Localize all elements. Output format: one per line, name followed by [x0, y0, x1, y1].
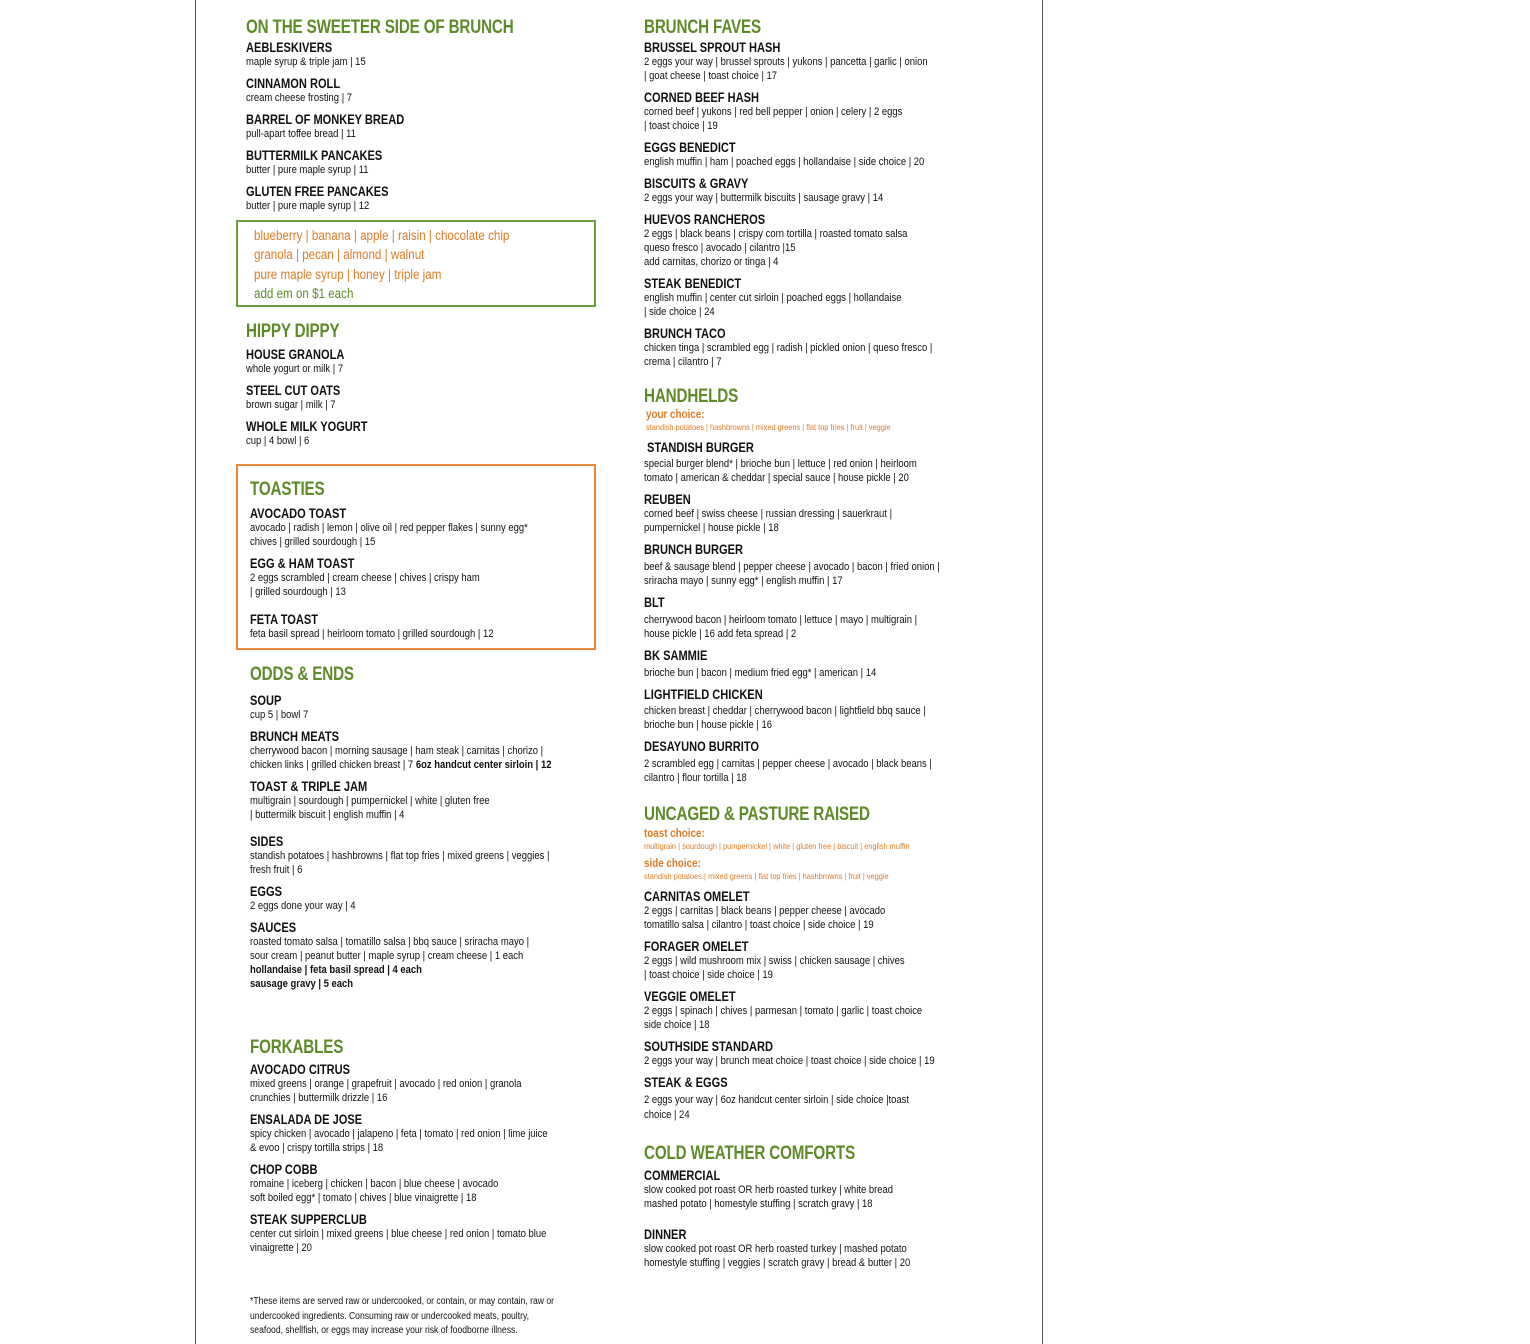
section-title: COLD WEATHER COMFORTS — [644, 1142, 856, 1164]
toast-choice-label: toast choice: — [644, 826, 705, 840]
item-desc: corned beef | yukons | red bell pepper | onion | celery | 2 eggs | toast choice | 19 — [644, 106, 903, 132]
item-name: VEGGIE OMELET — [644, 989, 736, 1004]
item-name: COMMERCIAL — [644, 1168, 721, 1183]
menu-item — [644, 1227, 984, 1270]
item-desc: corned beef | swiss cheese | russian dressing | sauerkraut | pumpernickel | house pickle | 18 — [644, 508, 893, 534]
menu-item — [644, 1075, 984, 1123]
menu-item — [644, 989, 984, 1032]
choice-options: standish potatoes | hashbrowns | mixed greens | flat top fries | fruit | veggie — [646, 422, 891, 432]
menu-item — [250, 779, 598, 822]
item-name: DESAYUNO BURRITO — [644, 739, 760, 754]
menu-item — [644, 176, 984, 205]
menu-item — [644, 1168, 984, 1211]
footnote-text: *These items are served raw or undercooked, or contain, or may contain, raw or undercooked ingredients. Consuming raw or undercooked meats, poultry, seafood, shellfish, or eggs may increase your risk of foodborne illness. — [250, 1296, 555, 1336]
item-desc: special burger blend* | brioche bun | lettuce | red onion | heirloom tomato | american & cheddar | special sauce | house pickle | 20 — [644, 458, 917, 484]
item-name: STEAK BENEDICT — [644, 276, 742, 291]
menu-item — [246, 347, 598, 376]
item-name: HUEVOS RANCHEROS — [644, 212, 766, 227]
menu-item — [644, 1039, 984, 1068]
item-name: EGGS BENEDICT — [644, 140, 736, 155]
item-name: CHOP COBB — [250, 1162, 318, 1177]
section-title: HANDHELDS — [644, 385, 739, 407]
menu-item — [644, 542, 984, 588]
item-desc: butter | pure maple syrup | 12 — [246, 200, 370, 212]
item-name: TOAST & TRIPLE JAM — [250, 779, 368, 794]
menu-item — [246, 383, 598, 412]
item-name: FORAGER OMELET — [644, 939, 749, 954]
item-name: LIGHTFIELD CHICKEN — [644, 687, 763, 702]
section-title: ODDS & ENDS — [250, 663, 354, 685]
item-name: EGGS — [250, 884, 282, 899]
menu-item — [250, 1062, 598, 1105]
sauce-extras: hollandaise | feta basil spread | 4 each sausage gravy | 5 each — [250, 964, 422, 990]
item-name: BRUSSEL SPROUT HASH — [644, 40, 781, 55]
item-name: BLT — [644, 595, 665, 610]
menu-item — [246, 184, 598, 213]
section-toasties — [250, 478, 598, 648]
section-handhelds — [644, 385, 984, 792]
item-name: BK SAMMIE — [644, 648, 708, 663]
item-desc: avocado | radish | lemon | olive oil | red pepper flakes | sunny egg* chives | grilled sourdough | 15 — [250, 522, 528, 548]
item-desc: brown sugar | milk | 7 — [246, 399, 336, 411]
item-desc: 2 eggs your way | 6oz handcut center sirloin | side choice |toast choice | 24 — [644, 1094, 910, 1121]
item-desc: 2 eggs your way | brussel sprouts | yukons | pancetta | garlic | onion | goat cheese | toast choice | 17 — [644, 56, 928, 82]
item-name: CARNITAS OMELET — [644, 889, 750, 904]
menu-item — [644, 889, 984, 932]
section-title: BRUNCH FAVES — [644, 16, 762, 38]
menu-item — [246, 40, 598, 69]
item-name: HOUSE GRANOLA — [246, 347, 345, 362]
section-brunch-faves — [644, 16, 984, 376]
item-desc: roasted tomato salsa | tomatillo salsa | bbq sauce | sriracha mayo | sour cream | peanut butter | maple syrup | cream cheese | 1 each — [250, 936, 530, 962]
fruit-addons-box — [236, 220, 596, 307]
item-name: STANDISH BURGER — [647, 440, 754, 455]
section-forkables — [250, 1036, 598, 1262]
toast-choice-options: multigrain | sourdough | pumpernickel | white | gluten free | biscuit | english muffin — [644, 841, 910, 851]
choice-label: your choice: — [646, 407, 705, 421]
item-name: GLUTEN FREE PANCAKES — [246, 184, 389, 199]
menu-item — [644, 140, 984, 169]
menu-item — [250, 1112, 598, 1155]
menu-item — [644, 939, 984, 982]
item-name: STEAK SUPPERCLUB — [250, 1212, 367, 1227]
item-name: BISCUITS & GRAVY — [644, 176, 749, 191]
item-desc: standish potatoes | hashbrowns | flat top fries | mixed greens | veggies | fresh fruit | 6 — [250, 850, 550, 876]
item-name: SAUCES — [250, 920, 297, 935]
addon-line: pure maple syrup | honey | triple jam — [254, 266, 442, 282]
item-desc: cream cheese frosting | 7 — [246, 92, 353, 104]
item-desc: chicken tinga | scrambled egg | radish | pickled onion | queso fresco | crema | cilantro | 7 — [644, 342, 933, 368]
item-desc: cup 5 | bowl 7 — [250, 709, 309, 721]
menu-item — [644, 648, 984, 680]
item-desc-text: cherrywood bacon | morning sausage | ham steak | carnitas | chorizo | chicken links | grilled chicken breast | 7 — [250, 745, 544, 771]
menu-item — [246, 112, 598, 141]
section-cold-weather — [644, 1142, 984, 1277]
item-desc: 2 eggs | carnitas | black beans | pepper cheese | avocado tomatillo salsa | cilantro | toast choice | side choice | 19 — [644, 905, 886, 931]
item-desc: english muffin | center cut sirloin | poached eggs | hollandaise | side choice | 24 — [644, 292, 902, 318]
menu-item — [250, 506, 598, 549]
menu-item — [644, 687, 984, 732]
item-desc: 2 eggs your way | brunch meat choice | toast choice | side choice | 19 — [644, 1055, 935, 1067]
item-desc: multigrain | sourdough | pumpernickel | white | gluten free | buttermilk biscuit | english muffin | 4 — [250, 795, 490, 821]
item-desc: english muffin | ham | poached eggs | hollandaise | side choice | 20 — [644, 156, 925, 168]
item-name: STEEL CUT OATS — [246, 383, 341, 398]
menu-item — [250, 920, 598, 991]
section-hippy-dippy — [246, 320, 598, 455]
menu-item — [250, 612, 598, 641]
menu-item — [644, 212, 984, 269]
item-desc: cup | 4 bowl | 6 — [246, 435, 310, 447]
menu-item — [246, 76, 598, 105]
side-choice-options: standish potatoes | mixed greens | flat top fries | hashbrowns | fruit | veggie — [644, 871, 889, 881]
menu-item — [644, 40, 984, 83]
sirloin-addon: 6oz handcut center sirloin | 12 — [415, 759, 552, 771]
item-name: CINNAMON ROLL — [246, 76, 341, 91]
section-title: TOASTIES — [250, 478, 325, 500]
item-desc: slow cooked pot roast OR herb roasted turkey | white bread mashed potato | homestyle stuffing | scratch gravy | 18 — [644, 1184, 894, 1210]
menu-item — [250, 693, 598, 722]
item-desc: beef & sausage blend | pepper cheese | avocado | bacon | fried onion | sriracha mayo | sunny egg* | english muffin | 17 — [644, 561, 940, 587]
menu-item — [644, 440, 984, 485]
addon-line: granola | pecan | almond | walnut — [254, 247, 425, 263]
item-desc: 2 eggs scrambled | cream cheese | chives | crispy ham | grilled sourdough | 13 — [250, 572, 480, 598]
item-desc: romaine | iceberg | chicken | bacon | blue cheese | avocado soft boiled egg* | tomato | chives | blue vinaigrette | 18 — [250, 1178, 499, 1204]
item-name: AEBLESKIVERS — [246, 40, 333, 55]
item-name: BRUNCH MEATS — [250, 729, 339, 744]
item-desc: 2 eggs done your way | 4 — [250, 900, 356, 912]
item-name: BARREL OF MONKEY BREAD — [246, 112, 405, 127]
item-name: AVOCADO TOAST — [250, 506, 347, 521]
menu-item — [250, 1162, 598, 1205]
item-name: EGG & HAM TOAST — [250, 556, 355, 571]
item-desc: maple syrup & triple jam | 15 — [246, 56, 366, 68]
item-desc: cherrywood bacon | heirloom tomato | lettuce | mayo | multigrain | house pickle | 16 add feta spread | 2 — [644, 614, 918, 640]
allergy-footnote — [250, 1295, 598, 1339]
addon-price-note: add em on $1 each — [254, 285, 354, 301]
item-desc: 2 eggs | spinach | chives | parmesan | tomato | garlic | toast choice side choice | 18 — [644, 1005, 923, 1031]
section-title: UNCAGED & PASTURE RAISED — [644, 803, 870, 825]
item-name: SIDES — [250, 834, 284, 849]
item-name: FETA TOAST — [250, 612, 319, 627]
section-sweeter — [246, 16, 598, 220]
item-desc: pull-apart toffee bread | 11 — [246, 128, 356, 140]
menu-item — [250, 556, 598, 599]
item-name: CORNED BEEF HASH — [644, 90, 760, 105]
section-title: ON THE SWEETER SIDE OF BRUNCH — [246, 16, 514, 38]
addon-line: blueberry | banana | apple | raisin | chocolate chip — [254, 228, 510, 243]
section-odds-ends — [250, 663, 598, 998]
item-desc: spicy chicken | avocado | jalapeno | feta | tomato | red onion | lime juice & evoo | crispy tortilla strips | 18 — [250, 1128, 548, 1154]
menu-item — [644, 276, 984, 319]
item-name: DINNER — [644, 1227, 687, 1242]
item-desc: 2 eggs your way | buttermilk biscuits | sausage gravy | 14 — [644, 192, 884, 204]
menu-item — [644, 595, 984, 641]
item-desc: mixed greens | orange | grapefruit | avocado | red onion | granola crunchies | buttermilk drizzle | 16 — [250, 1078, 522, 1104]
item-desc: 2 eggs | wild mushroom mix | swiss | chicken sausage | chives | toast choice | side choice | 19 — [644, 955, 905, 981]
item-desc: slow cooked pot roast OR herb roasted turkey | mashed potato homestyle stuffing | veggies | scratch gravy | bread & butter | 20 — [644, 1243, 911, 1269]
menu-item — [644, 492, 984, 535]
item-desc: whole yogurt or milk | 7 — [246, 363, 344, 375]
item-desc: feta basil spread | heirloom tomato | grilled sourdough | 12 — [250, 628, 494, 640]
item-desc: center cut sirloin | mixed greens | blue cheese | red onion | tomato blue vinaigrette | 20 — [250, 1228, 547, 1254]
item-name: BRUNCH TACO — [644, 326, 726, 341]
item-name: STEAK & EGGS — [644, 1075, 728, 1090]
item-name: REUBEN — [644, 492, 691, 507]
item-name: SOUTHSIDE STANDARD — [644, 1039, 773, 1054]
item-desc: 2 scrambled egg | carnitas | pepper cheese | avocado | black beans | cilantro | flour tortilla | 18 — [644, 758, 932, 784]
item-desc: chicken breast | cheddar | cherrywood bacon | lightfield bbq sauce | brioche bun | house pickle | 16 — [644, 705, 926, 731]
menu-item — [644, 326, 984, 369]
item-desc: brioche bun | bacon | medium fried egg* | american | 14 — [644, 667, 877, 679]
section-uncaged — [644, 803, 984, 1130]
item-name: AVOCADO CITRUS — [250, 1062, 351, 1077]
item-name: BUTTERMILK PANCAKES — [246, 148, 383, 163]
menu-item — [644, 739, 984, 785]
menu-item — [250, 884, 598, 913]
item-desc — [250, 744, 597, 772]
menu-item — [246, 419, 598, 448]
side-choice-label: side choice: — [644, 856, 701, 870]
menu-item — [250, 729, 598, 772]
menu-item — [644, 90, 984, 133]
item-name: ENSALADA DE JOSE — [250, 1112, 363, 1127]
section-title: FORKABLES — [250, 1036, 344, 1058]
item-name: WHOLE MILK YOGURT — [246, 419, 368, 434]
menu-item — [250, 834, 598, 877]
menu-item — [250, 1212, 598, 1255]
section-title: HIPPY DIPPY — [246, 320, 340, 342]
item-desc: butter | pure maple syrup | 11 — [246, 164, 369, 176]
item-name: SOUP — [250, 693, 282, 708]
item-name: BRUNCH BURGER — [644, 542, 744, 557]
menu-item — [246, 148, 598, 177]
item-desc: 2 eggs | black beans | crispy corn tortilla | roasted tomato salsa queso fresco | avocado | cilantro |15 add carnitas, chorizo or tinga | 4 — [644, 228, 908, 268]
